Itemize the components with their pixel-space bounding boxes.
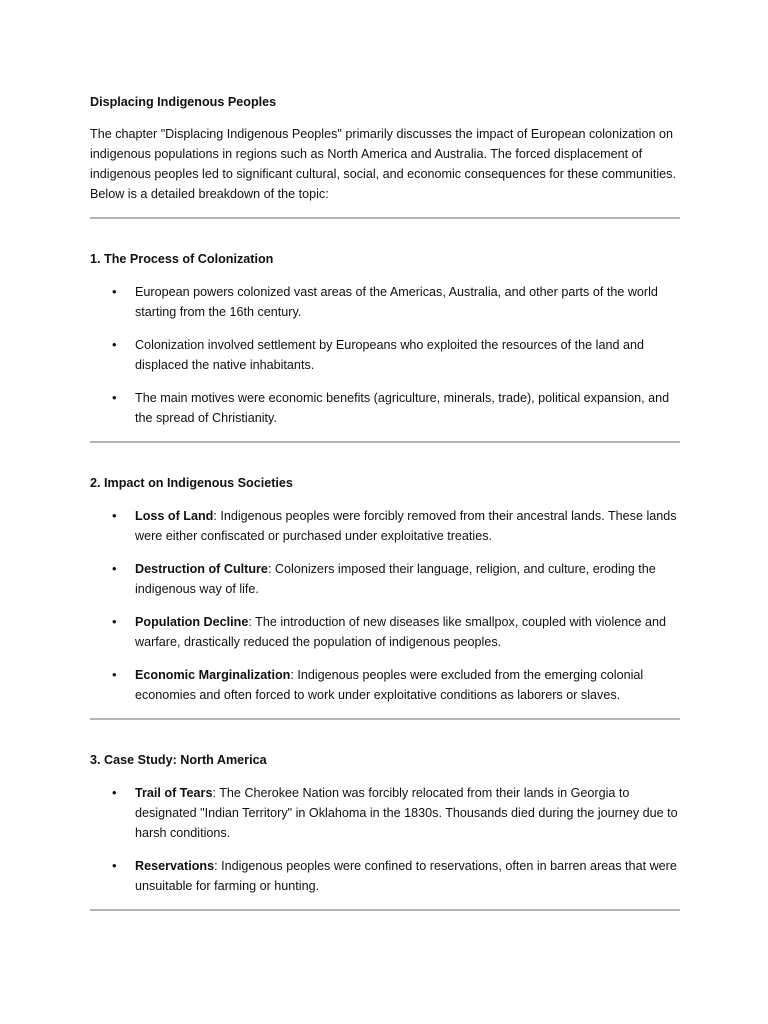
document-title: Displacing Indigenous Peoples <box>90 95 277 109</box>
section-divider <box>90 441 680 443</box>
list-item <box>90 282 680 322</box>
bullet-list-impact <box>90 506 680 705</box>
list-item-term: Reservations <box>135 859 215 873</box>
list-item <box>90 856 680 896</box>
list-item-term: Trail of Tears <box>135 786 213 800</box>
section-divider <box>90 718 680 720</box>
list-item-term: Population Decline <box>135 615 249 629</box>
list-item-text: : Indigenous peoples were confined to reservations, often in barren areas that were unsuitable for farming or hunting. <box>135 859 677 893</box>
list-item <box>90 559 680 599</box>
list-item <box>90 388 680 428</box>
bullet-list-colonization <box>90 282 680 428</box>
list-item-term: Economic Marginalization <box>135 668 291 682</box>
list-item <box>90 506 680 546</box>
list-item-text: Colonization involved settlement by Europeans who exploited the resources of the land and displaced the native inhabitants. <box>135 338 644 372</box>
section-heading-case-study: 3. Case Study: North America <box>90 753 267 767</box>
list-item-term: Destruction of Culture <box>135 562 268 576</box>
list-item <box>90 783 680 843</box>
section-divider <box>90 217 680 219</box>
list-item-text: : Indigenous peoples were excluded from the emerging colonial economies and often forced to work under exploitative conditions as laborers or slaves. <box>135 668 644 702</box>
list-item-text: : Colonizers imposed their language, religion, and culture, eroding the indigenous way of life. <box>135 562 656 596</box>
list-item-text: The main motives were economic benefits (agriculture, minerals, trade), political expansion, and the spread of Christianity. <box>135 391 670 425</box>
list-item-text: European powers colonized vast areas of the Americas, Australia, and other parts of the world starting from the 16th century. <box>135 285 658 319</box>
section-heading-colonization: 1. The Process of Colonization <box>90 252 274 266</box>
list-item <box>90 612 680 652</box>
section-heading-impact: 2. Impact on Indigenous Societies <box>90 476 293 490</box>
list-item-text: : Indigenous peoples were forcibly removed from their ancestral lands. These lands were either confiscated or purchased under exploitative treaties. <box>135 509 677 543</box>
section-divider <box>90 909 680 911</box>
list-item <box>90 665 680 705</box>
list-item <box>90 335 680 375</box>
list-item-text: : The Cherokee Nation was forcibly relocated from their lands in Georgia to designated "Indian Territory" in Oklahoma in the 1830s. Thousands died during the journey due to harsh conditions. <box>135 786 678 840</box>
document-page <box>90 92 680 911</box>
list-item-term: Loss of Land <box>135 509 214 523</box>
intro-paragraph: The chapter "Displacing Indigenous Peoples" primarily discusses the impact of European colonization on indigenous populations in regions such as North America and Australia. The forced displacement of indigenous peoples led to significant cultural, social, and economic consequences for these communities. Below is a detailed breakdown of the topic: <box>90 127 676 201</box>
list-item-text: : The introduction of new diseases like smallpox, coupled with violence and warfare, drastically reduced the population of indigenous peoples. <box>135 615 667 649</box>
bullet-list-case-study <box>90 783 680 896</box>
